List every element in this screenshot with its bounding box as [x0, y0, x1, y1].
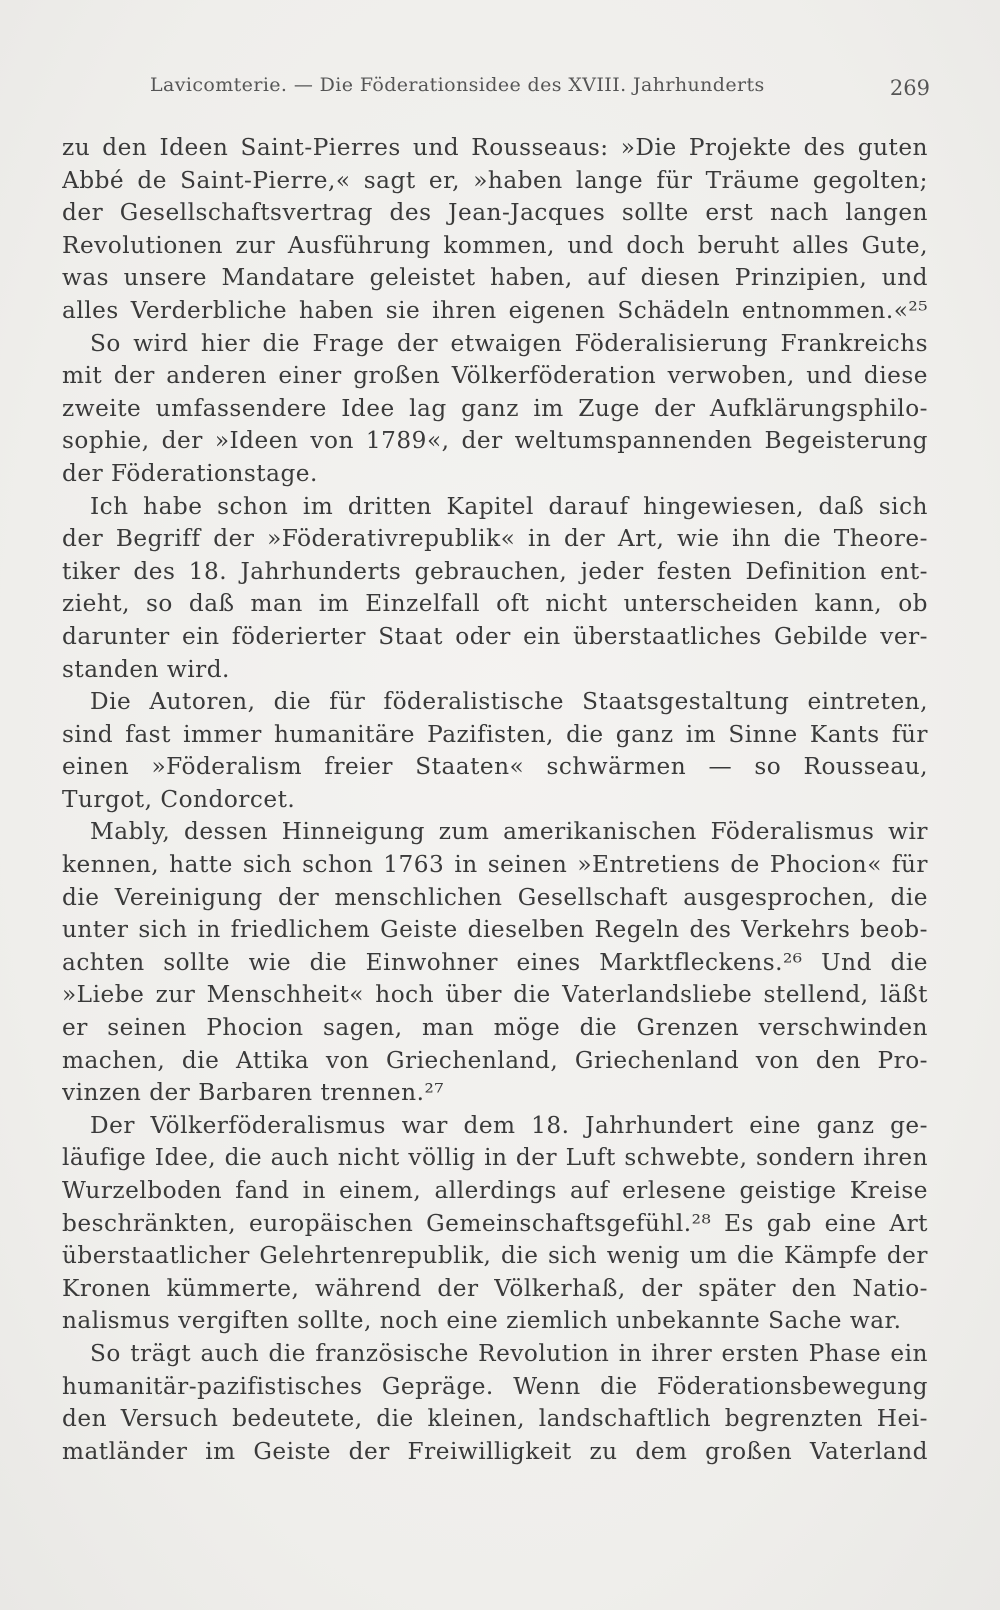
text-line: Ich habe schon im dritten Kapitel darauf hingewiesen, daß sich — [90, 492, 928, 520]
text-line: sind fast immer humanitäre Pazifisten, die ganz im Sinne Kants für — [62, 720, 928, 748]
text-line: Mably, dessen Hinneigung zum amerikanischen Föderalismus wir — [90, 818, 928, 846]
text-line: darunter ein föderierter Staat oder ein überstaatliches Gebilde ver- — [62, 622, 928, 650]
text-line: einen »Föderalism freier Staaten« schwärmen — so Rousseau, — [62, 753, 928, 781]
text-line: So wird hier die Frage der etwaigen Föderalisierung Frankreichs — [90, 329, 928, 357]
text-line: tiker des 18. Jahrhunderts gebrauchen, jeder festen Definition ent- — [62, 557, 928, 585]
text-line: sophie, der »Ideen von 1789«, der weltumspannenden Begeisterung — [62, 427, 928, 455]
page-number: 269 — [889, 76, 930, 100]
body-text — [62, 132, 928, 1468]
text-line: nalismus vergiften sollte, noch eine ziemlich unbekannte Sache war. — [62, 1307, 902, 1335]
text-line: läufige Idee, die auch nicht völlig in der Luft schwebte, sondern ihren — [62, 1144, 928, 1172]
text-line: So trägt auch die französische Revolution in ihrer ersten Phase ein — [90, 1339, 928, 1367]
text-line: er seinen Phocion sagen, man möge die Grenzen verschwinden — [62, 1014, 928, 1042]
text-line: Der Völkerföderalismus war dem 18. Jahrhundert eine ganz ge- — [90, 1111, 928, 1139]
text-line: der Begriff der »Föderativrepublik« in der Art, wie ihn die Theore- — [62, 525, 928, 553]
text-line: »Liebe zur Menschheit« hoch über die Vaterlandsliebe stellend, läßt — [62, 981, 928, 1009]
text-line: standen wird. — [62, 655, 230, 683]
text-line: zieht, so daß man im Einzelfall oft nicht unterscheiden kann, ob — [62, 590, 928, 618]
text-line: Wurzelboden fand in einem, allerdings auf erlesene geistige Kreise — [62, 1177, 928, 1204]
text-line: die Vereinigung der menschlichen Gesellschaft ausgesprochen, die — [62, 883, 928, 911]
text-line: Abbé de Saint-Pierre,« sagt er, »haben lange für Träume gegolten; — [62, 166, 928, 194]
running-head: Lavicomterie. — Die Föderationsidee des XVIII. Jahrhunderts — [150, 74, 765, 96]
text-line: zweite umfassendere Idee lag ganz im Zuge der Aufklärungsphilo- — [62, 394, 928, 422]
text-line: der Föderationstage. — [62, 459, 318, 487]
text-line: alles Verderbliche haben sie ihren eigenen Schädeln entnommen.«²⁵ — [62, 296, 928, 324]
text-line: Kronen kümmerte, während der Völkerhaß, der später den Natio- — [62, 1274, 928, 1302]
text-line: matländer im Geiste der Freiwilligkeit zu dem großen Vaterland — [62, 1437, 928, 1465]
text-line: Die Autoren, die für föderalistische Staatsgestaltung eintreten, — [90, 688, 928, 716]
page-header — [150, 74, 930, 108]
text-line: vinzen der Barbaren trennen.²⁷ — [62, 1079, 445, 1107]
text-line: zu den Ideen Saint-Pierres und Rousseaus: »Die Projekte des guten — [62, 134, 928, 161]
text-line: kennen, hatte sich schon 1763 in seinen »Entretiens de Phocion« für — [62, 851, 928, 879]
text-line: achten sollte wie die Einwohner eines Marktfleckens.²⁶ Und die — [62, 948, 928, 976]
text-line: Turgot, Condorcet. — [62, 785, 296, 813]
text-line: überstaatlicher Gelehrtenrepublik, die sich wenig um die Kämpfe der — [62, 1242, 928, 1270]
text-line: unter sich in friedlichem Geiste dieselben Regeln des Verkehrs beob- — [62, 916, 928, 944]
text-line: was unsere Mandatare geleistet haben, auf diesen Prinzipien, und — [62, 264, 928, 292]
text-line: mit der anderen einer großen Völkerföderation verwoben, und diese — [62, 362, 928, 390]
text-line: Revolutionen zur Ausführung kommen, und doch beruht alles Gute, — [62, 231, 928, 259]
text-line: machen, die Attika von Griechenland, Griechenland von den Pro- — [62, 1046, 928, 1074]
text-line: humanitär-pazifistisches Gepräge. Wenn die Föderationsbewegung — [62, 1372, 928, 1400]
text-line: beschränkten, europäischen Gemeinschaftsgefühl.²⁸ Es gab eine Art — [62, 1209, 928, 1237]
text-line: der Gesellschaftsvertrag des Jean-Jacques sollte erst nach langen — [62, 199, 928, 227]
text-line: den Versuch bedeutete, die kleinen, landschaftlich begrenzten Hei- — [62, 1405, 928, 1433]
